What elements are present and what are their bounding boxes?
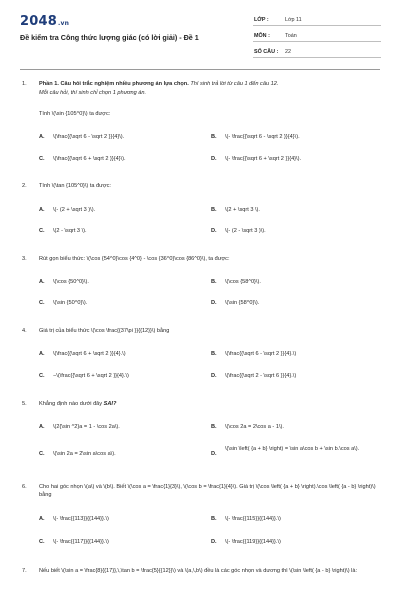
question-text: Nếu biết \(\sin a = \frac{8}{{17}},\,\tan b = \frac{5}{{12}}\) và \(a,\,b\) đều là các góc nhọn và dương thì \(\sin \left( {a - b} \right)\) là:	[39, 568, 358, 574]
option-letter: A.	[39, 207, 45, 213]
option-text: \(- \frac{{115}}{{144}}.\)	[225, 516, 281, 522]
option-text: \(\cos 2a = 2\cos a - 1\).	[225, 424, 284, 430]
meta-value: 22	[285, 49, 291, 55]
option-letter: B.	[211, 207, 217, 213]
document-title: Đề kiểm tra Công thức lượng giác (có lời giải) - Đề 1	[20, 33, 199, 42]
option-letter: D.	[211, 539, 217, 545]
option-text: \(2 - \sqrt 3 \).	[53, 228, 87, 234]
question-number: 4.	[22, 328, 27, 334]
option-letter: D.	[211, 373, 217, 379]
option-letter: C.	[39, 300, 45, 306]
option-text: \(\frac{{\sqrt 6 + \sqrt 2 }}{4}.\)	[53, 351, 126, 357]
option-letter: B.	[211, 516, 217, 522]
option-text: \(\sin 2a = 2\sin a\cos a\).	[53, 451, 116, 457]
option-letter: A.	[39, 351, 45, 357]
meta-key: LỚP :	[254, 17, 269, 23]
question-text: Giá trị của biểu thức \(\cos \frac{{37\pi }}{{12}}\) bằng	[39, 328, 170, 334]
part-instruction: Thí sinh trả lời từ câu 1 đến câu 12.	[190, 81, 279, 87]
meta-value: Lớp 11	[285, 17, 302, 23]
option-text: \(\sin \left( {a + b} \right) = \sin a\cos b + \sin b.\cos a\).	[225, 446, 360, 452]
option-text: \(\cos {58^0}\).	[225, 279, 261, 285]
question-text: Cho hai góc nhọn \(a\) và \(b\). Biết \(\cos a = \frac{1}{3}\), \(\cos b = \frac{1}{4}\). Giá trị \(\cos \left( {a + b} \right).\cos \left( {a - b} \right)\) bằng	[39, 484, 376, 498]
option-letter: A.	[39, 134, 45, 140]
part-heading-block	[39, 81, 369, 89]
option-text: \(\sin {50^0}\).	[53, 300, 88, 306]
option-text: \(- \frac{{117}}{{144}}.\)	[53, 539, 109, 545]
option-text: \(\frac{{\sqrt 2 - \sqrt 6 }}{4}.\)	[225, 373, 297, 379]
question-number: 1.	[22, 81, 27, 87]
question-number: 3.	[22, 256, 27, 262]
part-heading: Phần 1. Câu hỏi trắc nghiệm nhiều phương án lựa chọn.	[39, 81, 189, 87]
option-letter: C.	[39, 451, 45, 457]
question-text: Rút gọn biểu thức: \(\cos {54^0}\cos {4^0} - \cos {36^0}\cos {86^0}\), ta được:	[39, 256, 230, 262]
option-letter: B.	[211, 134, 217, 140]
question-number: 5.	[22, 401, 27, 407]
option-text: \(- \frac{{119}}{{144}}.\)	[225, 539, 281, 545]
question-text-block	[39, 401, 369, 409]
question-text: Tính \(\sin {105^0}\) ta được:	[39, 111, 111, 117]
option-letter: A.	[39, 424, 45, 430]
meta-key: MÔN :	[254, 33, 270, 39]
question-number: 2.	[22, 183, 27, 189]
option-text: \(\frac{{\sqrt 6 - \sqrt 2 }}{4}.\)	[225, 351, 297, 357]
option-letter: C.	[39, 156, 45, 162]
option-letter: D.	[211, 228, 217, 234]
option-text: \(\frac{{\sqrt 6 - \sqrt 2 }}{4}\).	[53, 134, 125, 140]
question-text: Tính \(\tan {105^0}\) ta được:	[39, 183, 111, 189]
option-letter: C.	[39, 373, 45, 379]
meta-key: SỐ CÂU :	[254, 49, 279, 55]
option-text: \(\frac{{\sqrt 6 + \sqrt 2 }}{4}\).	[53, 156, 126, 162]
part-instruction-2: Mỗi câu hỏi, thí sinh chỉ chọn 1 phương án.	[39, 90, 147, 96]
question-text: Khẳng định nào dưới đây	[39, 401, 103, 407]
option-letter: D.	[211, 156, 217, 162]
option-text: \(\cos {50^0}\).	[53, 279, 89, 285]
question-number: 7.	[22, 568, 27, 574]
meta-value: Toán	[285, 33, 297, 39]
option-letter: B.	[211, 424, 217, 430]
option-letter: D.	[211, 451, 217, 457]
option-text: \(- \frac{{113}}{{144}}.\)	[53, 516, 109, 522]
option-letter: A.	[39, 279, 45, 285]
option-letter: A.	[39, 516, 45, 522]
logo-text: 2048	[20, 14, 57, 29]
option-text: \(- \frac{{\sqrt 6 + \sqrt 2 }}{4}\).	[225, 156, 302, 162]
option-text: \(- (2 + \sqrt 3 )\).	[53, 207, 96, 213]
option-text: \(\sin {58^0}\).	[225, 300, 260, 306]
option-text: \(- \frac{{\sqrt 6 - \sqrt 2 }}{4}\).	[225, 134, 300, 140]
option-text: −\(\frac{{\sqrt 6 + \sqrt 2 }}{4}.\)	[53, 373, 129, 379]
option-text: \(2 + \sqrt 3 \).	[225, 207, 260, 213]
option-letter: D.	[211, 300, 217, 306]
option-letter: B.	[211, 351, 217, 357]
option-letter: C.	[39, 228, 45, 234]
option-text: \(- (2 - \sqrt 3 )\).	[225, 228, 266, 234]
option-letter: C.	[39, 539, 45, 545]
option-letter: B.	[211, 279, 217, 285]
question-number: 6.	[22, 484, 27, 490]
question-emphasis: SAI?	[103, 401, 117, 407]
logo-suffix: .vn	[57, 20, 70, 27]
option-text: \(2{\sin ^2}a = 1 - \cos 2a\).	[53, 424, 120, 430]
